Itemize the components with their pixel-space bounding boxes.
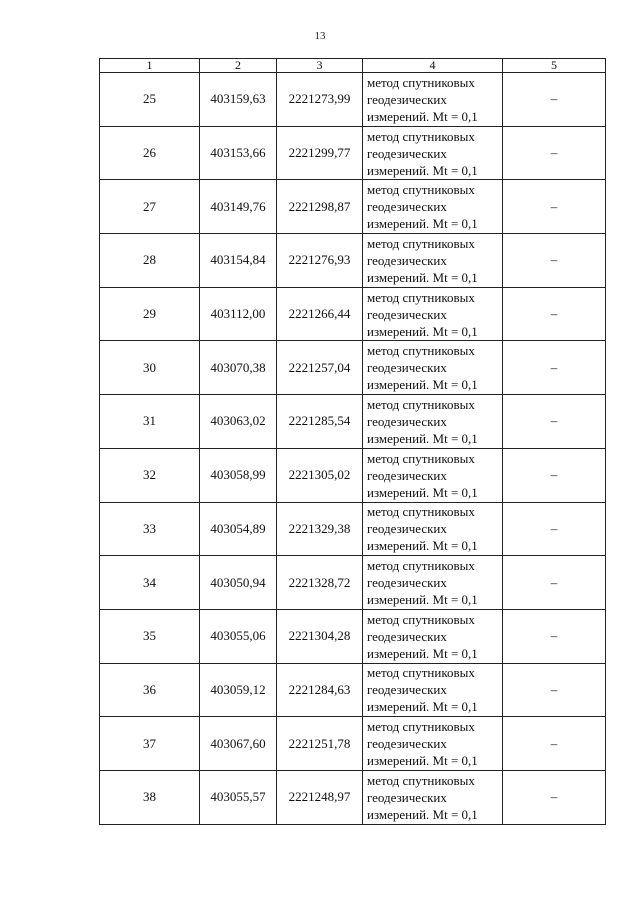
method-line: геодезических [367,789,447,805]
x-coordinate-cell: 403063,02 [200,395,277,449]
method-line: измерений. Mt = 0,1 [367,806,478,822]
method-line: геодезических [367,145,447,161]
header-col-3: 3 [277,59,363,73]
method-line: геодезических [367,252,447,268]
y-coordinate-cell: 2221276,93 [277,234,363,288]
method-line: метод спутниковых [367,450,475,466]
method-line: геодезических [367,306,447,322]
header-col-5: 5 [503,59,606,73]
y-coordinate-cell: 2221298,87 [277,180,363,234]
method-line: измерений. Mt = 0,1 [367,699,478,715]
method-line: метод спутниковых [367,611,475,627]
method-line: геодезических [367,628,447,644]
point-number-cell: 36 [100,663,200,717]
method-cell [363,73,503,127]
point-number-cell: 25 [100,73,200,127]
note-cell: – [503,395,606,449]
x-coordinate-cell: 403050,94 [200,556,277,610]
note-cell: – [503,234,606,288]
note-cell: – [503,287,606,341]
method-cell [363,770,503,824]
note-cell: – [503,126,606,180]
note-cell: – [503,609,606,663]
table-row [100,180,606,234]
method-line: измерений. Mt = 0,1 [367,592,478,608]
method-cell [363,126,503,180]
point-number-cell: 28 [100,234,200,288]
point-number-cell: 33 [100,502,200,556]
x-coordinate-cell: 403154,84 [200,234,277,288]
y-coordinate-cell: 2221328,72 [277,556,363,610]
method-cell [363,502,503,556]
x-coordinate-cell: 403055,57 [200,770,277,824]
method-line: геодезических [367,575,447,591]
method-cell [363,609,503,663]
header-col-4: 4 [363,59,503,73]
page-number: 13 [314,30,326,42]
table-row [100,287,606,341]
method-cell [363,663,503,717]
note-cell: – [503,717,606,771]
method-line: метод спутниковых [367,665,475,681]
note-cell: – [503,502,606,556]
method-line: метод спутниковых [367,343,475,359]
method-line: геодезических [367,467,447,483]
method-cell [363,395,503,449]
table-row [100,341,606,395]
note-cell: – [503,180,606,234]
table-header [100,59,606,73]
table-row [100,126,606,180]
x-coordinate-cell: 403058,99 [200,448,277,502]
header-row [100,59,606,73]
method-cell [363,341,503,395]
y-coordinate-cell: 2221329,38 [277,502,363,556]
method-cell [363,717,503,771]
method-line: метод спутниковых [367,772,475,788]
note-cell: – [503,341,606,395]
method-line: измерений. Mt = 0,1 [367,162,478,178]
method-line: метод спутниковых [367,235,475,251]
table-row [100,609,606,663]
table-row [100,770,606,824]
y-coordinate-cell: 2221305,02 [277,448,363,502]
method-line: измерений. Mt = 0,1 [367,753,478,769]
point-number-cell: 35 [100,609,200,663]
point-number-cell: 38 [100,770,200,824]
point-number-cell: 26 [100,126,200,180]
method-line: метод спутниковых [367,396,475,412]
method-line: измерений. Mt = 0,1 [367,216,478,232]
note-cell: – [503,770,606,824]
point-number-cell: 27 [100,180,200,234]
method-line: метод спутниковых [367,128,475,144]
x-coordinate-cell: 403112,00 [200,287,277,341]
point-number-cell: 34 [100,556,200,610]
method-line: метод спутниковых [367,182,475,198]
point-number-cell: 31 [100,395,200,449]
method-line: измерений. Mt = 0,1 [367,269,478,285]
method-line: метод спутниковых [367,504,475,520]
table-row [100,663,606,717]
method-line: измерений. Mt = 0,1 [367,538,478,554]
method-line: метод спутниковых [367,74,475,90]
method-line: измерений. Mt = 0,1 [367,377,478,393]
method-line: измерений. Mt = 0,1 [367,430,478,446]
method-line: геодезических [367,360,447,376]
method-line: метод спутниковых [367,289,475,305]
method-line: измерений. Mt = 0,1 [367,645,478,661]
method-line: геодезических [367,682,447,698]
y-coordinate-cell: 2221299,77 [277,126,363,180]
table-row [100,717,606,771]
method-line: геодезических [367,91,447,107]
x-coordinate-cell: 403153,66 [200,126,277,180]
method-line: геодезических [367,736,447,752]
method-cell [363,287,503,341]
y-coordinate-cell: 2221285,54 [277,395,363,449]
header-col-2: 2 [200,59,277,73]
method-line: геодезических [367,413,447,429]
x-coordinate-cell: 403149,76 [200,180,277,234]
y-coordinate-cell: 2221284,63 [277,663,363,717]
method-line: геодезических [367,199,447,215]
point-number-cell: 37 [100,717,200,771]
note-cell: – [503,663,606,717]
y-coordinate-cell: 2221304,28 [277,609,363,663]
method-cell [363,180,503,234]
y-coordinate-cell: 2221273,99 [277,73,363,127]
x-coordinate-cell: 403070,38 [200,341,277,395]
y-coordinate-cell: 2221266,44 [277,287,363,341]
method-cell [363,448,503,502]
x-coordinate-cell: 403054,89 [200,502,277,556]
method-line: метод спутниковых [367,558,475,574]
point-number-cell: 30 [100,341,200,395]
x-coordinate-cell: 403159,63 [200,73,277,127]
table-body [100,73,606,825]
header-col-1: 1 [100,59,200,73]
method-line: геодезических [367,521,447,537]
y-coordinate-cell: 2221248,97 [277,770,363,824]
point-number-cell: 29 [100,287,200,341]
method-line: измерений. Mt = 0,1 [367,323,478,339]
x-coordinate-cell: 403067,60 [200,717,277,771]
table-row [100,73,606,127]
x-coordinate-cell: 403059,12 [200,663,277,717]
note-cell: – [503,73,606,127]
table-row [100,395,606,449]
point-number-cell: 32 [100,448,200,502]
method-cell [363,556,503,610]
table-row [100,448,606,502]
table-row [100,556,606,610]
table-row [100,502,606,556]
coordinates-table [99,58,606,825]
method-cell [363,234,503,288]
table-row [100,234,606,288]
note-cell: – [503,556,606,610]
method-line: измерений. Mt = 0,1 [367,108,478,124]
y-coordinate-cell: 2221251,78 [277,717,363,771]
y-coordinate-cell: 2221257,04 [277,341,363,395]
method-line: метод спутниковых [367,719,475,735]
method-line: измерений. Mt = 0,1 [367,484,478,500]
x-coordinate-cell: 403055,06 [200,609,277,663]
note-cell: – [503,448,606,502]
